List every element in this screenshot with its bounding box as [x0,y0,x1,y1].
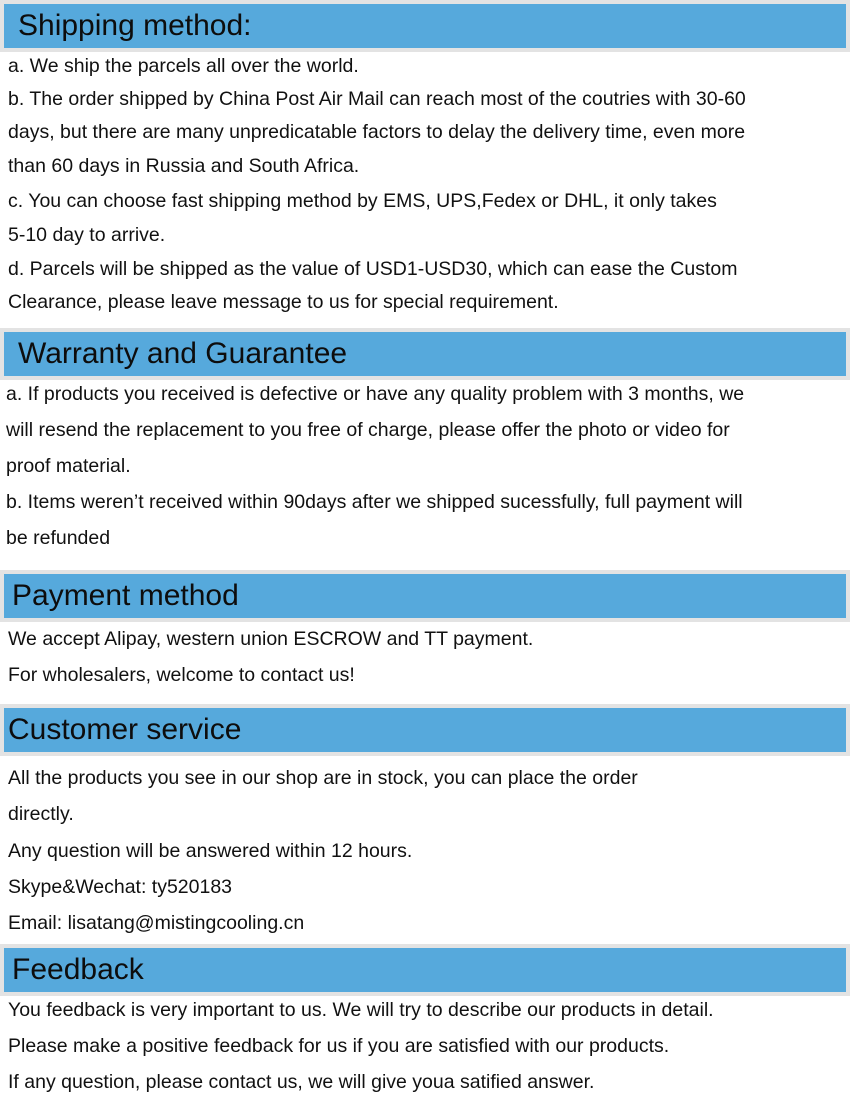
shipping-line: Clearance, please leave message to us for special requirement. [8,291,559,313]
warranty-line: b. Items weren’t received within 90days after we shipped sucessfully, full payment will [6,491,743,513]
shipping-line: a. We ship the parcels all over the world. [8,55,359,77]
shipping-title: Shipping method: [18,9,252,42]
feedback-header [0,944,850,996]
feedback-line: Please make a positive feedback for us if you are satisfied with our products. [8,1035,670,1057]
shipping-line: than 60 days in Russia and South Africa. [8,155,360,177]
customer-service-line: Email: lisatang@mistingcooling.cn [8,912,305,934]
payment-line: For wholesalers, welcome to contact us! [8,664,355,686]
feedback-line: You feedback is very important to us. We will try to describe our products in detail. [8,999,714,1021]
shipping-line: days, but there are many unpredicatable factors to delay the delivery time, even more [8,121,746,143]
customer-service-header [0,704,850,756]
shipping-header [0,0,850,52]
shipping-line: d. Parcels will be shipped as the value of USD1-USD30, which can ease the Custom [8,258,738,280]
feedback-line: If any question, please contact us, we will give youa satified answer. [8,1071,595,1093]
shipping-line: b. The order shipped by China Post Air Mail can reach most of the coutries with 30-60 [8,88,746,110]
warranty-line: will resend the replacement to you free of charge, please offer the photo or video for [6,419,730,441]
customer-service-line: directly. [8,803,74,825]
payment-line: We accept Alipay, western union ESCROW and TT payment. [8,628,534,650]
warranty-line: a. If products you received is defective or have any quality problem with 3 months, we [6,383,745,405]
warranty-line: be refunded [6,527,111,549]
customer-service-title: Customer service [8,713,242,746]
warranty-line: proof material. [6,455,131,477]
customer-service-line: Skype&Wechat: ty520183 [8,876,233,898]
shipping-line: c. You can choose fast shipping method by EMS, UPS,Fedex or DHL, it only takes [8,190,717,212]
customer-service-line: Any question will be answered within 12 hours. [8,840,413,862]
feedback-title: Feedback [12,953,144,986]
shipping-line: 5-10 day to arrive. [8,224,166,246]
warranty-title: Warranty and Guarantee [18,337,348,370]
payment-header [0,570,850,622]
warranty-header [0,328,850,380]
customer-service-line: All the products you see in our shop are in stock, you can place the order [8,767,638,789]
payment-title: Payment method [12,579,239,612]
